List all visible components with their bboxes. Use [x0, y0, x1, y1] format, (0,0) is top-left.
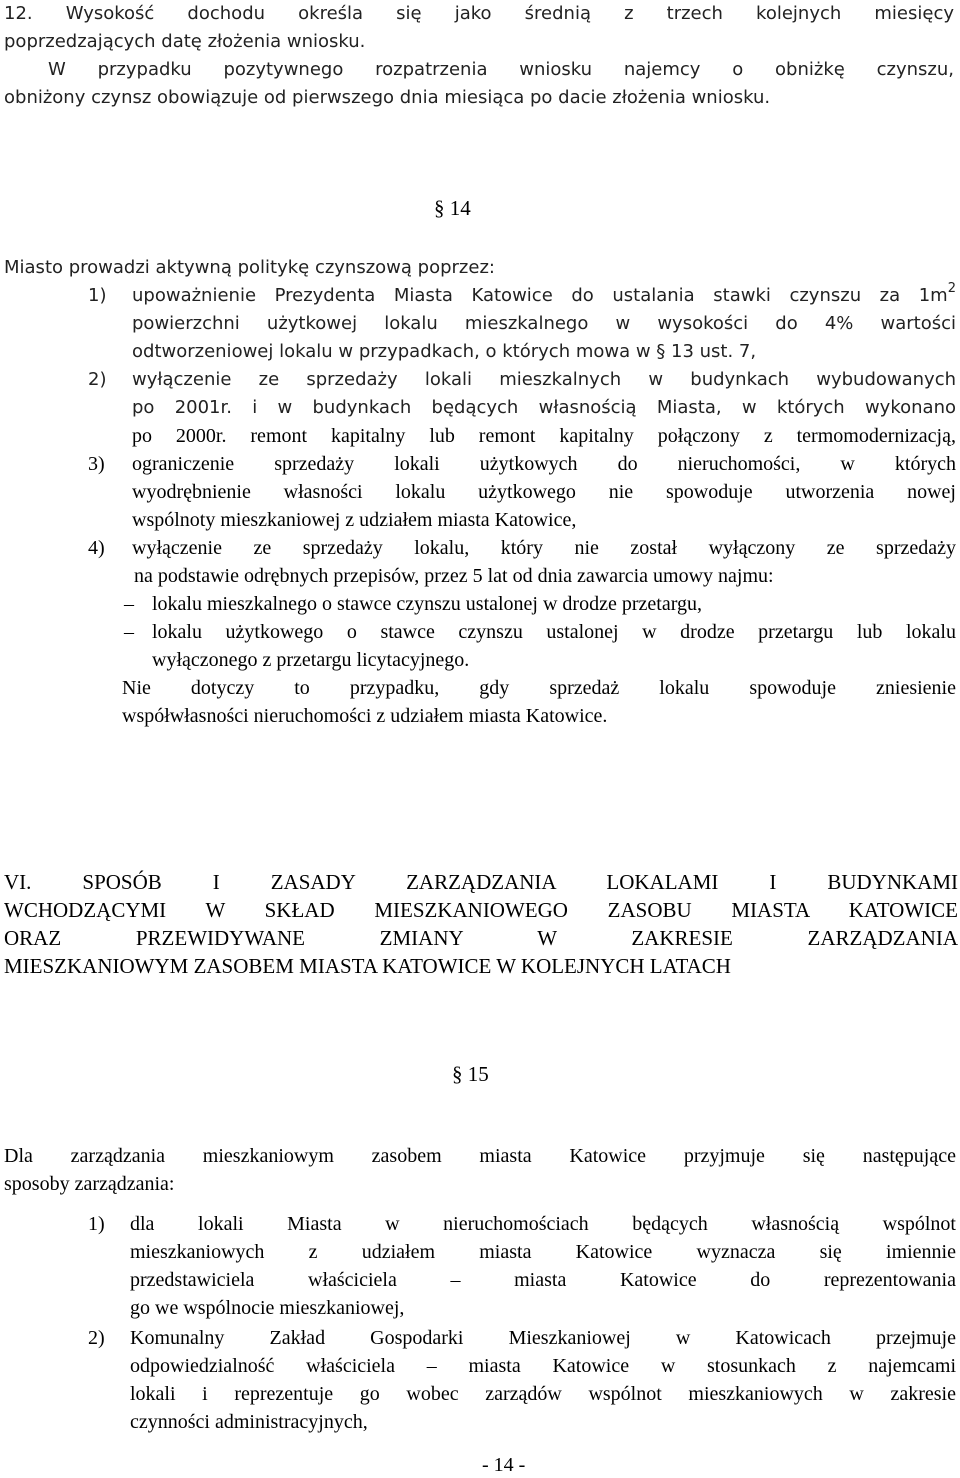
- item-line: ograniczenie sprzedaży lokali użytkowych do nieruchomości, w których: [132, 453, 956, 475]
- item-line: go we wspólnocie mieszkaniowej,: [130, 1297, 405, 1319]
- item-number: 2): [88, 369, 107, 390]
- section-15-intro: [4, 1142, 956, 1198]
- item-line: po 2000r. remont kapitalny lub remont kapitalny połączony z termomodernizacją,: [132, 425, 956, 447]
- item-line-text: upoważnienie Prezydenta Miasta Katowice do ustalania stawki czynszu za 1m: [132, 285, 948, 306]
- item-line: [132, 282, 956, 310]
- intro-line: Dla zarządzania mieszkaniowym zasobem miasta Katowice przyjmuje się następujące: [4, 1145, 956, 1167]
- page-number: - 14 -: [482, 1454, 526, 1476]
- item-line: czynności administracyjnych,: [130, 1411, 368, 1433]
- item-line: wyodrębnienie własności lokalu użytkowego nie spowoduje utworzenia nowej: [132, 481, 956, 503]
- item-line: odpowiedzialność właściciela – miasta Katowice w stosunkach z najemcami: [130, 1355, 956, 1377]
- item-line: dla lokali Miasta w nieruchomościach będących własnością wspólnot: [130, 1213, 956, 1235]
- item-number: 4): [88, 537, 105, 559]
- note-line: współwłasności nieruchomości z udziałem miasta Katowice.: [122, 705, 608, 727]
- item-line: po 2001r. i w budynkach będących własnością Miasta, w których wykonano: [132, 397, 956, 418]
- intro-line: sposoby zarządzania:: [4, 1173, 175, 1195]
- dash-line: lokalu mieszkalnego o stawce czynszu ustalonej w drodze przetargu,: [152, 593, 702, 615]
- item-line: wyłączenie ze sprzedaży lokali mieszkalnych w budynkach wybudowanych: [132, 369, 956, 390]
- dash-line: lokalu użytkowego o stawce czynszu ustalonej w drodze przetargu lub lokalu: [152, 621, 956, 643]
- item-line: na podstawie odrębnych przepisów, przez 5 lat od dnia zawarcia umowy najmu:: [134, 565, 774, 587]
- note-line: Nie dotyczy to przypadku, gdy sprzedaż lokalu spowoduje zniesienie: [122, 677, 956, 699]
- item-line: mieszkaniowych z udziałem miasta Katowice wyznacza się imiennie: [130, 1241, 956, 1263]
- item-12-line-1: 12. Wysokość dochodu określa się jako średnią z trzech kolejnych miesięcy: [4, 3, 954, 24]
- chapter-6-heading: [4, 868, 958, 980]
- section-14-heading: § 14: [434, 196, 471, 220]
- chapter-line: MIESZKANIOWYM ZASOBEM MIASTA KATOWICE W KOLEJNYCH LATACH: [4, 954, 731, 978]
- chapter-line: WCHODZĄCYMI W SKŁAD MIESZKANIOWEGO ZASOBU MIASTA KATOWICE: [4, 898, 958, 922]
- item-number: 1): [88, 1213, 105, 1235]
- dash-mark: –: [124, 621, 134, 643]
- section-15-heading: § 15: [452, 1062, 489, 1086]
- item-line: przedstawiciela właściciela – miasta Katowice do reprezentowania: [130, 1269, 956, 1291]
- item-12-line-2: poprzedzających datę złożenia wniosku.: [4, 31, 366, 52]
- item-number: 3): [88, 453, 105, 475]
- item-line: Komunalny Zakład Gospodarki Mieszkaniowej w Katowicach przejmuje: [130, 1327, 956, 1349]
- item-12-line-3: W przypadku pozytywnego rozpatrzenia wniosku najemcy o obniżkę czynszu,: [48, 59, 954, 80]
- section-14-note: [122, 674, 956, 730]
- item-12-line-4: obniżony czynsz obowiązuje od pierwszego dnia miesiąca po dacie złożenia wniosku.: [4, 87, 771, 108]
- item-12-block: [4, 0, 954, 112]
- item-line: odtworzeniowej lokalu w przypadkach, o których mowa w § 13 ust. 7,: [132, 341, 757, 362]
- section-14-intro: Miasto prowadzi aktywną politykę czynszową poprzez:: [4, 257, 495, 278]
- item-number: 2): [88, 1327, 105, 1349]
- chapter-line: VI. SPOSÓB I ZASADY ZARZĄDZANIA LOKALAMI I BUDYNKAMI: [4, 870, 958, 894]
- item-line: lokali i reprezentuje go wobec zarządów wspólnot mieszkaniowych w zakresie: [130, 1383, 956, 1405]
- dash-mark: –: [124, 593, 134, 615]
- item-line: powierzchni użytkowej lokalu mieszkalnego w wysokości do 4% wartości: [132, 313, 956, 334]
- chapter-line: ORAZ PRZEWIDYWANE ZMIANY W ZAKRESIE ZARZĄDZANIA: [4, 926, 958, 950]
- superscript: 2: [947, 281, 956, 296]
- item-line: wspólnoty mieszkaniowej z udziałem miasta Katowice,: [132, 509, 577, 531]
- item-number: 1): [88, 285, 107, 306]
- section-14-item-2-line-3: [132, 422, 956, 450]
- dash-line: wyłączonego z przetargu licytacyjnego.: [152, 649, 470, 671]
- item-line: wyłączenie ze sprzedaży lokalu, który nie został wyłączony ze sprzedaży: [132, 537, 956, 559]
